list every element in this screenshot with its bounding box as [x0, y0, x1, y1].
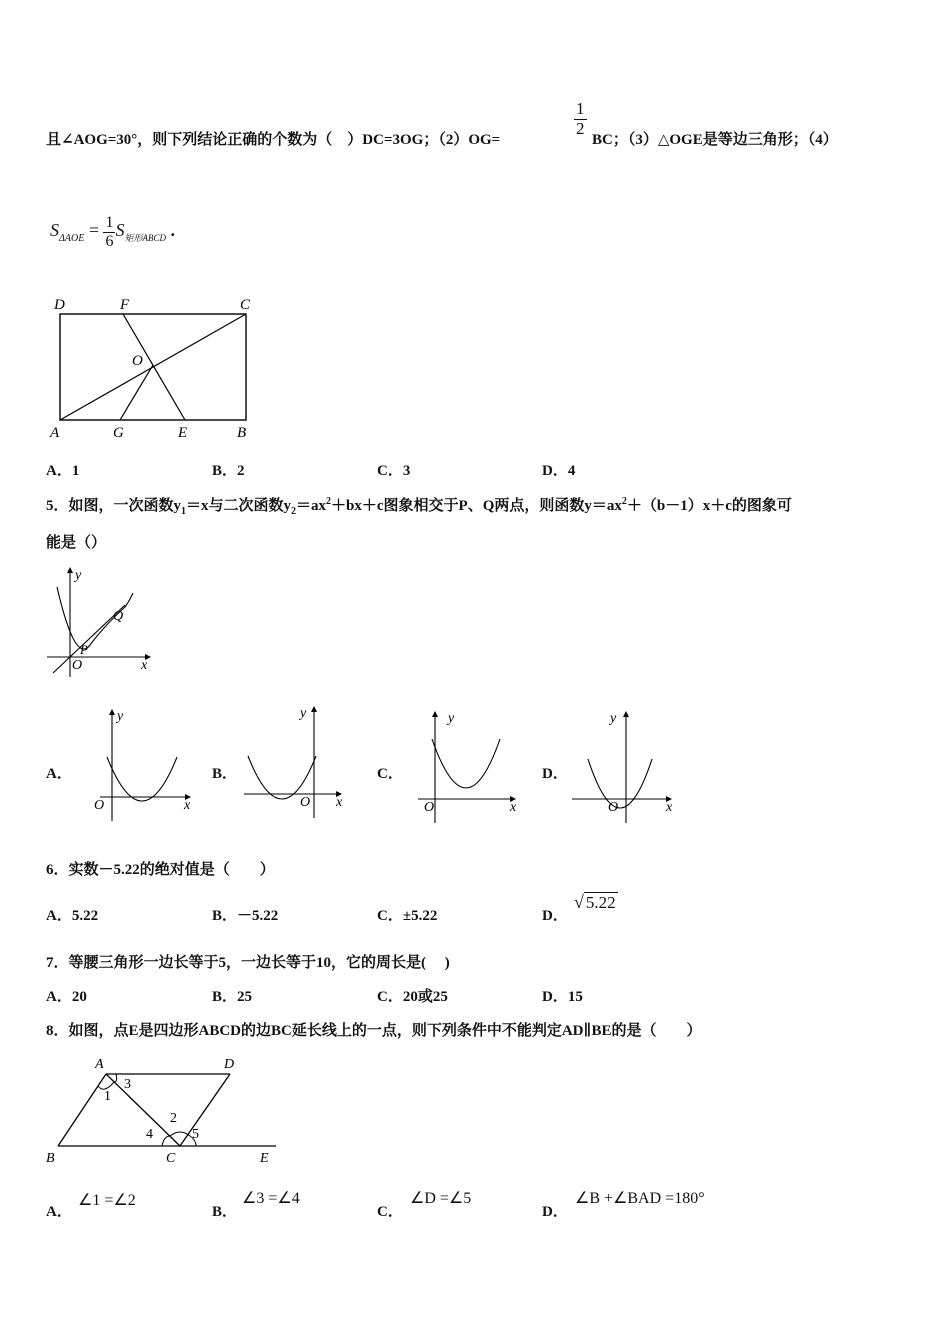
- label-c: C: [240, 297, 251, 313]
- y-arrow-icon: [432, 711, 438, 717]
- sqrt-icon: √: [574, 892, 584, 912]
- q5-stem-line1: [46, 494, 792, 517]
- q4-area-end: .: [170, 220, 175, 241]
- label-y: y: [448, 711, 455, 726]
- label-y: y: [75, 568, 82, 583]
- y-arrow-icon: [67, 567, 73, 573]
- q5-option-a-graph[interactable]: [85, 705, 195, 825]
- label-p: P: [80, 642, 88, 657]
- label-x: x: [666, 800, 673, 815]
- parabola: [432, 739, 500, 788]
- label-3: 3: [124, 1077, 131, 1092]
- segment-og: [120, 365, 153, 420]
- label-q: Q: [113, 609, 124, 624]
- q7-option-d[interactable]: D．15: [542, 989, 583, 1005]
- q6-option-c[interactable]: C．±5.22: [377, 908, 438, 924]
- q4-area-eq: =: [88, 220, 99, 241]
- q8-option-b-letter[interactable]: B．: [212, 1204, 238, 1220]
- q4-area-s2: S: [115, 220, 125, 241]
- q5-stem-e: ＋（b－1）x＋c的图象可: [626, 498, 792, 514]
- q8-option-b-math[interactable]: ∠3 =∠4: [242, 1190, 300, 1207]
- label-c: C: [166, 1151, 176, 1166]
- q4-rectangle-figure: [40, 290, 300, 450]
- label-5: 5: [192, 1127, 199, 1142]
- q4-stem-line-b: [592, 128, 838, 149]
- label-e: E: [178, 425, 188, 441]
- side-cd: [180, 1074, 230, 1146]
- label-d: D: [224, 1057, 235, 1072]
- q7-option-b[interactable]: B．25: [212, 989, 253, 1005]
- q8-option-c-math[interactable]: ∠D =∠5: [410, 1190, 472, 1207]
- q4-option-b[interactable]: B．2: [212, 463, 245, 479]
- q5-sup2: 2: [621, 496, 627, 507]
- q6-stem: 6．实数－5.22的绝对值是（ ）: [46, 862, 275, 878]
- q5-option-a-letter[interactable]: A．: [46, 766, 72, 782]
- label-o: O: [72, 658, 83, 673]
- q6-sqrt-value: 5.22: [585, 893, 616, 912]
- q5-stem-d: ＋bx＋c图象相交于P、Q两点，则函数y＝ax: [331, 498, 622, 514]
- y-arrow-icon: [109, 709, 115, 715]
- q4-fraction-den: 2: [576, 118, 585, 138]
- q5-sub1: 1: [181, 506, 187, 517]
- q5-option-d-letter[interactable]: D．: [542, 766, 568, 782]
- q5-option-b-letter[interactable]: B．: [212, 766, 238, 782]
- q7-option-a[interactable]: A．20: [46, 989, 87, 1005]
- label-a: A: [95, 1057, 104, 1072]
- q4-option-a[interactable]: A．1: [46, 463, 80, 479]
- parabola: [588, 759, 652, 808]
- label-y: y: [117, 709, 124, 724]
- side-ab: [58, 1074, 106, 1146]
- q5-option-c-letter[interactable]: C．: [377, 766, 403, 782]
- parabola: [107, 757, 177, 801]
- q6-option-d[interactable]: D．: [542, 908, 568, 924]
- q8-option-c-letter[interactable]: C．: [377, 1204, 403, 1220]
- q8-option-d-math[interactable]: ∠B +∠BAD =180°: [575, 1190, 705, 1207]
- q4-area-sub2: 矩形ABCD: [124, 232, 166, 243]
- q4-area-den: 6: [105, 232, 114, 250]
- label-x: x: [336, 795, 343, 810]
- label-x: x: [510, 800, 517, 815]
- q4-stem-part-b: BC；（3）△OGE是等边三角形；（4）: [592, 132, 838, 148]
- q4-area-s1: S: [50, 220, 59, 241]
- q4-area-formula: [50, 214, 175, 250]
- diagonal-ac: [106, 1074, 180, 1146]
- label-e: E: [260, 1151, 269, 1166]
- label-b: B: [46, 1151, 55, 1166]
- label-y: y: [300, 706, 307, 721]
- label-g: G: [113, 425, 124, 441]
- q5-stem-a: 5．如图，一次函数y: [46, 498, 182, 514]
- parabola: [248, 756, 316, 799]
- angle-arc-3: [114, 1074, 117, 1082]
- q5-main-figure: [45, 565, 165, 685]
- label-b: B: [237, 425, 247, 441]
- label-y: y: [610, 711, 617, 726]
- q4-option-c[interactable]: C．3: [377, 463, 411, 479]
- q5-option-b-graph[interactable]: [240, 702, 360, 822]
- q8-option-d-letter[interactable]: D．: [542, 1204, 568, 1220]
- q5-stem-line2: 能是（）: [46, 535, 107, 551]
- q4-area-fraction: [103, 214, 115, 250]
- q5-option-c-graph[interactable]: [410, 707, 530, 827]
- angle-arc-4: [162, 1136, 170, 1146]
- label-x: x: [141, 658, 148, 673]
- label-o: O: [94, 798, 105, 813]
- label-o: O: [132, 353, 143, 369]
- q4-option-d[interactable]: D．4: [542, 463, 576, 479]
- q5-stem-b: ＝x与二次函数y: [186, 498, 292, 514]
- q8-stem: 8．如图，点E是四边形ABCD的边BC延长线上的一点，则下列条件中不能判定AD∥BE的是（ ）: [46, 1023, 702, 1039]
- label-o: O: [300, 795, 311, 810]
- q4-fraction-half: [574, 100, 587, 138]
- q7-stem: 7．等腰三角形一边长等于5，一边长等于10，它的周长是( ): [46, 955, 450, 971]
- q4-fraction-num: 1: [576, 99, 585, 118]
- q7-option-c[interactable]: C．20或25: [377, 989, 448, 1005]
- q6-option-b[interactable]: B．－5.22: [212, 908, 279, 924]
- q4-stem-part-a: 且∠AOG=30°，则下列结论正确的个数为（ ）DC=3OG；（2）OG=: [46, 132, 501, 148]
- q5-option-d-graph[interactable]: [570, 707, 690, 827]
- label-2: 2: [170, 1111, 177, 1126]
- q4-area-num: 1: [105, 214, 114, 231]
- label-x: x: [184, 798, 191, 813]
- y-arrow-icon: [623, 711, 629, 717]
- q8-option-a-letter[interactable]: A．: [46, 1204, 72, 1220]
- q4-stem-line: [46, 128, 500, 149]
- label-f: F: [120, 297, 130, 313]
- q5-stem-c: ＝ax: [296, 498, 327, 514]
- diagonal-ac: [60, 314, 246, 420]
- q6-option-a[interactable]: A．5.22: [46, 908, 99, 924]
- label-o: O: [424, 800, 435, 815]
- label-o: O: [608, 800, 619, 815]
- q5-sup1: 2: [326, 496, 332, 507]
- label-1: 1: [104, 1089, 111, 1104]
- y-arrow-icon: [311, 706, 317, 712]
- label-a: A: [50, 425, 60, 441]
- label-d: D: [54, 297, 65, 313]
- q8-quadrilateral-figure: [40, 1050, 290, 1170]
- label-4: 4: [146, 1127, 153, 1142]
- q4-area-sub1: ΔAOE: [59, 232, 85, 244]
- q6-option-d-sqrt[interactable]: [574, 892, 618, 913]
- q5-sub2: 2: [291, 506, 297, 517]
- q8-option-a-math[interactable]: ∠1 =∠2: [78, 1192, 136, 1209]
